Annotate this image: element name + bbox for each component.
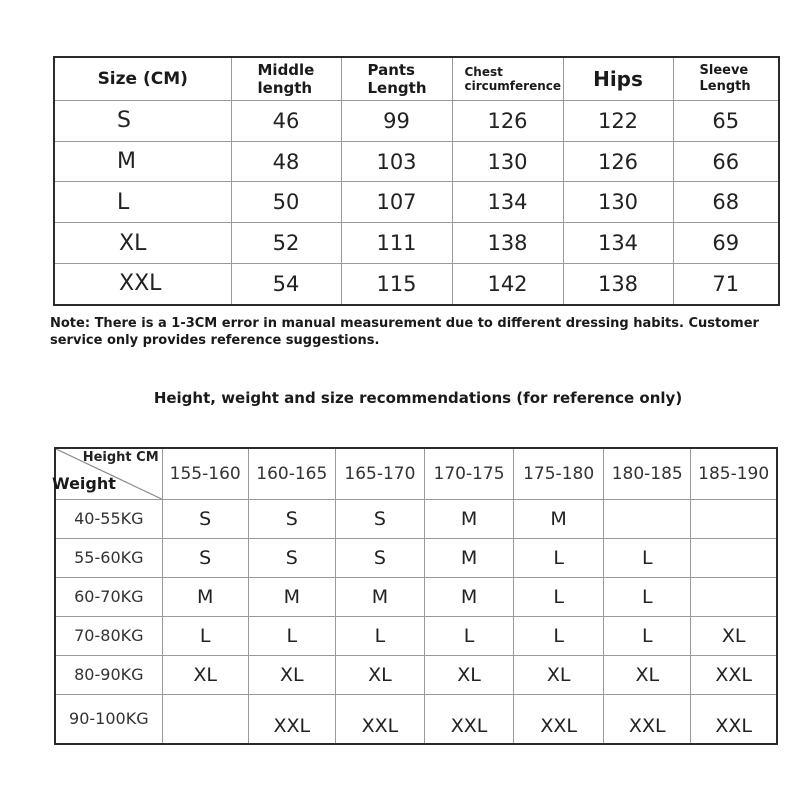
- size-recommendation: L: [604, 616, 691, 655]
- size-recommendation: XXL: [335, 694, 424, 744]
- size-recommendation: M: [424, 538, 513, 577]
- size-recommendation: L: [424, 616, 513, 655]
- size-recommendation: L: [514, 577, 604, 616]
- weight-row: [55, 577, 777, 616]
- size-recommendation: S: [248, 500, 335, 539]
- sleeve-length-value: 68: [673, 182, 779, 223]
- size-recommendation: S: [248, 538, 335, 577]
- size-recommendation: S: [162, 500, 248, 539]
- weight-row: [55, 655, 777, 694]
- height-range-header: 170-175: [424, 448, 513, 500]
- size-label: M: [54, 141, 231, 182]
- height-range-header: 160-165: [248, 448, 335, 500]
- weight-row: [55, 538, 777, 577]
- hips-value: 138: [563, 263, 673, 305]
- size-recommendation: S: [335, 500, 424, 539]
- size-recommendation: L: [514, 538, 604, 577]
- size-recommendation: M: [424, 577, 513, 616]
- sleeve-length-value: 71: [673, 263, 779, 305]
- header-pants-length: Pants Length: [341, 57, 452, 101]
- size-recommendation: L: [604, 577, 691, 616]
- size-recommendation: S: [162, 538, 248, 577]
- weight-axis-label: Weight: [52, 474, 116, 493]
- size-recommendation: [162, 694, 248, 744]
- size-row-m: [54, 141, 779, 182]
- height-range-header: 165-170: [335, 448, 424, 500]
- size-recommendation: XXL: [691, 655, 777, 694]
- sleeve-length-value: 66: [673, 141, 779, 182]
- pants-length-value: 115: [341, 263, 452, 305]
- size-row-s: [54, 101, 779, 142]
- size-recommendation: M: [335, 577, 424, 616]
- pants-length-value: 107: [341, 182, 452, 223]
- middle-length-value: 46: [231, 101, 341, 142]
- recommendation-header-row: [55, 448, 777, 500]
- size-row-xl: [54, 223, 779, 264]
- header-hips: Hips: [563, 57, 673, 101]
- weight-row: [55, 500, 777, 539]
- size-label: L: [54, 182, 231, 223]
- pants-length-value: 99: [341, 101, 452, 142]
- size-recommendation: XL: [335, 655, 424, 694]
- height-axis-label: Height CM: [82, 450, 159, 465]
- sleeve-length-value: 69: [673, 223, 779, 264]
- height-range-header: 175-180: [514, 448, 604, 500]
- size-chart-header-row: [54, 57, 779, 101]
- size-label: XL: [54, 223, 231, 264]
- size-row-l: [54, 182, 779, 223]
- size-recommendation: M: [424, 500, 513, 539]
- sleeve-length-value: 65: [673, 101, 779, 142]
- size-recommendation: XXL: [424, 694, 513, 744]
- chest-value: 134: [452, 182, 563, 223]
- weight-range-label: 40-55KG: [55, 500, 162, 539]
- header-size: Size (CM): [54, 57, 231, 101]
- size-recommendation: XL: [162, 655, 248, 694]
- size-recommendation: XXL: [691, 694, 777, 744]
- size-recommendation: XXL: [514, 694, 604, 744]
- chest-value: 126: [452, 101, 563, 142]
- size-recommendation: S: [335, 538, 424, 577]
- size-recommendation: L: [248, 616, 335, 655]
- size-recommendation: [691, 538, 777, 577]
- size-recommendation: L: [335, 616, 424, 655]
- size-recommendation: XL: [424, 655, 513, 694]
- size-recommendation: XXL: [248, 694, 335, 744]
- header-sleeve-length: Sleeve Length: [673, 57, 779, 101]
- weight-range-label: 55-60KG: [55, 538, 162, 577]
- weight-range-label: 60-70KG: [55, 577, 162, 616]
- weight-range-label: 80-90KG: [55, 655, 162, 694]
- height-range-header: 185-190: [691, 448, 777, 500]
- size-row-xxl: [54, 263, 779, 305]
- middle-length-value: 48: [231, 141, 341, 182]
- weight-range-label: 90-100KG: [55, 694, 162, 744]
- size-recommendation: XL: [691, 616, 777, 655]
- size-recommendation: L: [162, 616, 248, 655]
- pants-length-value: 103: [341, 141, 452, 182]
- middle-length-value: 54: [231, 263, 341, 305]
- size-recommendation: [691, 577, 777, 616]
- middle-length-value: 50: [231, 182, 341, 223]
- recommendation-table: [54, 447, 778, 745]
- header-chest-circumference: Chest circumference: [452, 57, 563, 101]
- chest-value: 138: [452, 223, 563, 264]
- size-recommendation: XL: [514, 655, 604, 694]
- size-recommendation: XL: [604, 655, 691, 694]
- pants-length-value: 111: [341, 223, 452, 264]
- measurement-note: Note: There is a 1-3CM error in manual measurement due to different dressing habits. Customer service only provides reference suggestions.: [50, 316, 759, 348]
- hips-value: 134: [563, 223, 673, 264]
- corner-cell: [52, 448, 162, 500]
- weight-row: [55, 694, 777, 744]
- weight-row: [55, 616, 777, 655]
- hips-value: 126: [563, 141, 673, 182]
- hips-value: 122: [563, 101, 673, 142]
- chest-value: 130: [452, 141, 563, 182]
- size-label: XXL: [54, 263, 231, 305]
- height-range-header: 155-160: [162, 448, 248, 500]
- height-range-header: 180-185: [604, 448, 691, 500]
- size-chart-table: [53, 56, 780, 306]
- size-recommendation: L: [604, 538, 691, 577]
- size-recommendation: M: [514, 500, 604, 539]
- recommendation-title: Height, weight and size recommendations (for reference only): [153, 389, 683, 407]
- size-recommendation: L: [514, 616, 604, 655]
- hips-value: 130: [563, 182, 673, 223]
- size-recommendation: [691, 500, 777, 539]
- size-label: S: [54, 101, 231, 142]
- middle-length-value: 52: [231, 223, 341, 264]
- size-recommendation: XXL: [604, 694, 691, 744]
- size-recommendation: M: [162, 577, 248, 616]
- size-recommendation: XL: [248, 655, 335, 694]
- size-recommendation: [604, 500, 691, 539]
- weight-range-label: 70-80KG: [55, 616, 162, 655]
- chest-value: 142: [452, 263, 563, 305]
- size-recommendation: M: [248, 577, 335, 616]
- header-middle-length: Middle length: [231, 57, 341, 101]
